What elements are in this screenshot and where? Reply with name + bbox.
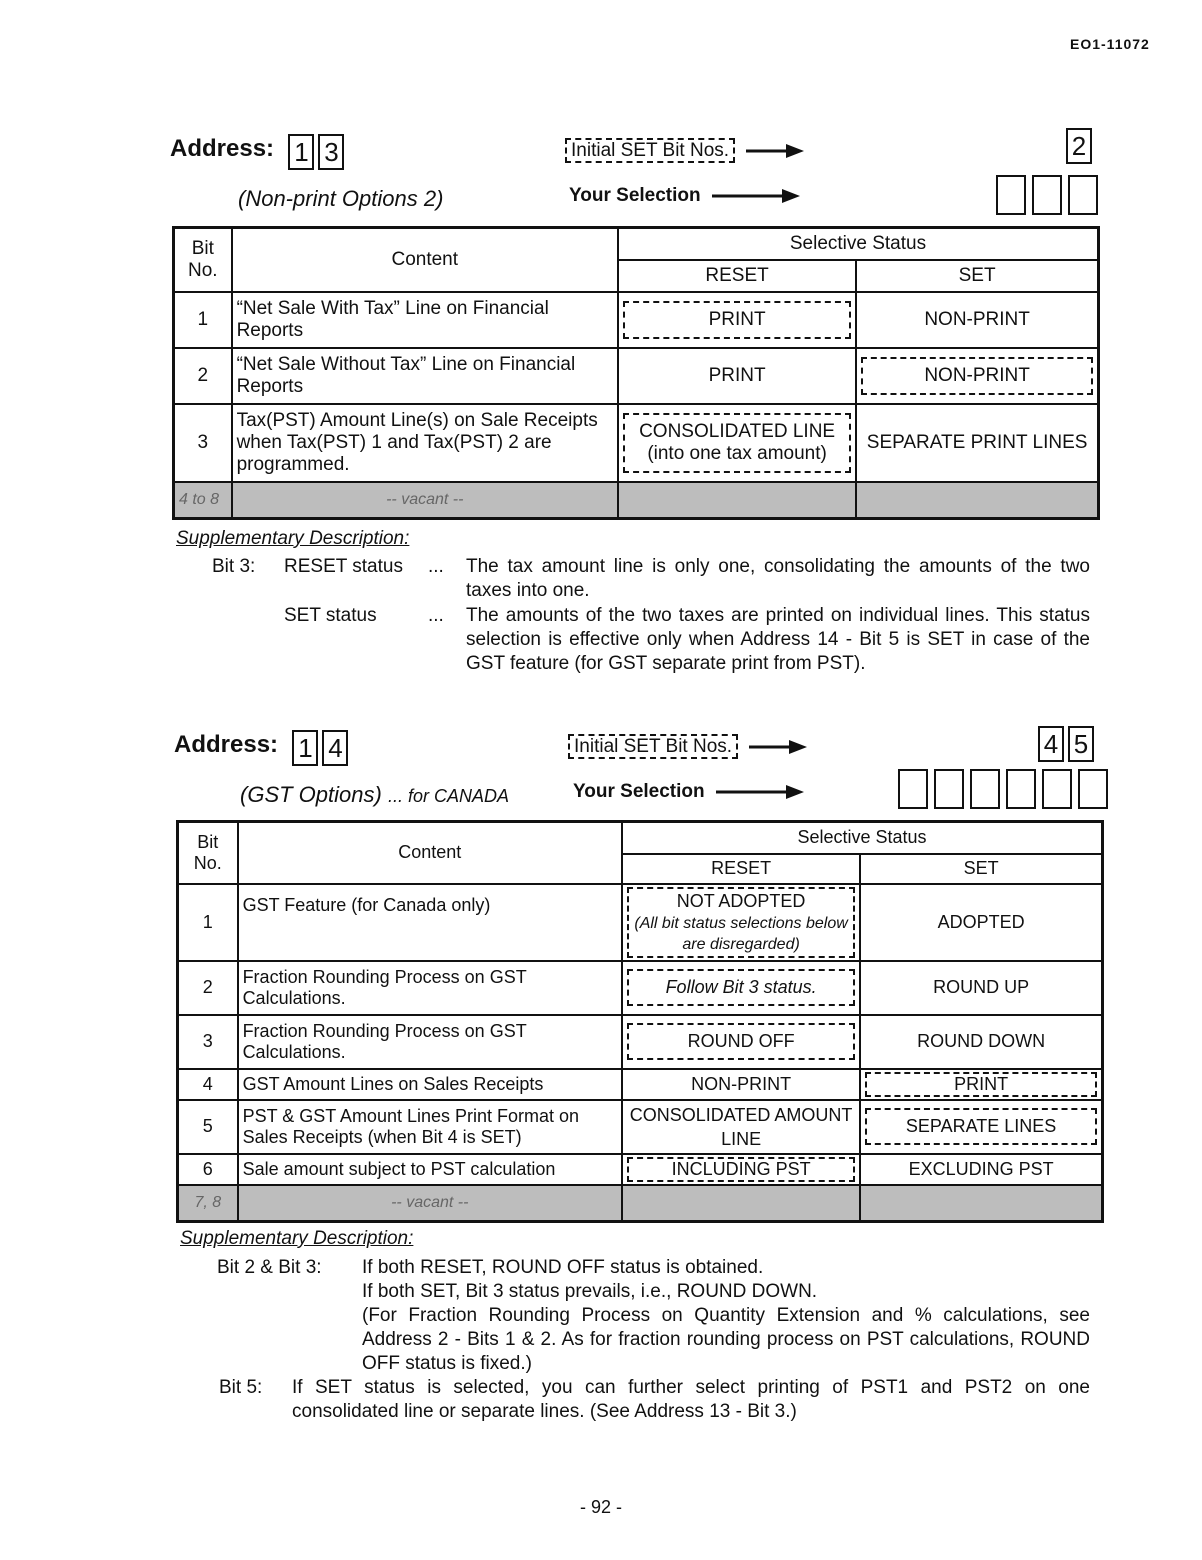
supplementary-title: Supplementary Description: (180, 1228, 414, 1249)
set-value-default: PRINT (865, 1072, 1097, 1097)
selection-box[interactable] (934, 769, 964, 809)
bit-number: 4 (178, 1069, 238, 1100)
your-selection-text: Your Selection (573, 781, 705, 802)
header-bit-no: Bit No. (174, 228, 232, 292)
supp-line: If both RESET, ROUND OFF status is obtained. (362, 1257, 764, 1278)
set-value: EXCLUDING PST (860, 1154, 1102, 1185)
initial-bit-box: 4 (1038, 726, 1064, 762)
bit-number: 2 (174, 348, 232, 404)
selection-box[interactable] (1078, 769, 1108, 809)
page-number: - 92 - (579, 1497, 622, 1517)
row-content: Sale amount subject to PST calculation (238, 1154, 622, 1185)
selection-boxes (898, 769, 1108, 809)
header-reset: RESET (622, 854, 860, 884)
your-selection-label (573, 781, 806, 803)
initial-bit-box: 2 (1066, 128, 1092, 164)
bit-number: 5 (178, 1100, 238, 1154)
address-label: Address: (174, 731, 279, 759)
vacant-label: -- vacant -- (238, 1185, 622, 1222)
table-row (178, 1100, 1103, 1154)
table-row (178, 1069, 1103, 1100)
row-content: GST Amount Lines on Sales Receipts (238, 1069, 622, 1100)
row-content: “Net Sale With Tax” Line on Financial Reports (232, 292, 618, 348)
document-id: EO1-11072 (1070, 36, 1150, 52)
reset-value-default (623, 413, 851, 473)
set-value-default: SEPARATE LINES (865, 1108, 1097, 1145)
reset-value-sub: (All bit status selections below are disregarded) (634, 914, 848, 953)
your-selection-label (569, 185, 802, 207)
address-13-subtitle: (Non-print Options 2) (238, 186, 444, 211)
row-content: Fraction Rounding Process on GST Calculations. (238, 961, 622, 1015)
bit-number: 2 (178, 961, 238, 1015)
arrow-right-icon (716, 784, 806, 800)
supp-ellipsis: ... (428, 605, 444, 626)
reset-value-sub: (into one tax amount) (647, 442, 827, 464)
reset-value-default: Follow Bit 3 status. (627, 969, 855, 1006)
reset-value: PRINT (618, 348, 856, 404)
reset-value: NON-PRINT (622, 1069, 860, 1100)
address-label: Address: (170, 135, 275, 163)
vacant-bits: 4 to 8 (174, 482, 232, 519)
row-content: “Net Sale Without Tax” Line on Financial Reports (232, 348, 618, 404)
address-13-table (172, 226, 1100, 520)
initial-set-label (568, 736, 809, 758)
bit-number: 1 (178, 884, 238, 961)
row-content: Fraction Rounding Process on GST Calculations. (238, 1015, 622, 1069)
reset-value-default (627, 887, 855, 958)
reset-value-main: CONSOLIDATED LINE (639, 420, 836, 442)
supp-reset-label: RESET status (284, 556, 403, 577)
arrow-right-icon (749, 739, 809, 755)
bit-number: 3 (174, 404, 232, 482)
table-row (178, 961, 1103, 1015)
address-digit: 4 (322, 730, 348, 766)
supp-ellipsis: ... (428, 556, 444, 577)
set-value: ADOPTED (860, 884, 1102, 961)
address-digit: 1 (288, 134, 314, 170)
supplementary-title: Supplementary Description: (176, 528, 410, 549)
row-content: PST & GST Amount Lines Print Format on Sales Receipts (when Bit 4 is SET) (238, 1100, 622, 1154)
reset-value-default: ROUND OFF (627, 1023, 855, 1060)
row-content: GST Feature (for Canada only) (238, 884, 622, 961)
supp-bit: Bit 2 & Bit 3: (217, 1257, 322, 1278)
vacant-bits: 7, 8 (178, 1185, 238, 1222)
header-set: SET (856, 260, 1098, 292)
set-value: ROUND UP (860, 961, 1102, 1015)
address-14-subtitle (240, 782, 509, 808)
table-row (174, 292, 1099, 348)
supplementary-description (0, 1256, 1202, 1426)
table-row (178, 884, 1103, 961)
selection-box[interactable] (898, 769, 928, 809)
address-digit: 1 (292, 730, 318, 766)
selection-box[interactable] (970, 769, 1000, 809)
subtitle-main: (GST Options) (240, 782, 382, 807)
arrow-right-icon (712, 188, 802, 204)
header-set: SET (860, 854, 1102, 884)
selection-box[interactable] (996, 175, 1026, 215)
header-selective-status: Selective Status (618, 228, 1099, 260)
your-selection-text: Your Selection (569, 185, 701, 206)
vacant-row (178, 1185, 1103, 1222)
selection-boxes (996, 175, 1098, 215)
initial-bit-box: 5 (1068, 726, 1094, 762)
header-content: Content (238, 822, 622, 884)
header-content: Content (232, 228, 618, 292)
selection-box[interactable] (1006, 769, 1036, 809)
arrow-right-icon (746, 143, 806, 159)
supp-bit5-text: If SET status is selected, you can further select printing of PST1 and PST2 on one consolidated line or separate lines. (See Address 13 - Bit 3.) (292, 1377, 1090, 1422)
reset-value-default: PRINT (623, 301, 851, 339)
subtitle-region: ... for CANADA (387, 786, 509, 806)
header-selective-status: Selective Status (622, 822, 1103, 854)
table-row (178, 1154, 1103, 1185)
address-14-header (174, 730, 352, 766)
vacant-row (174, 482, 1099, 519)
table-row (174, 348, 1099, 404)
table-row (178, 1015, 1103, 1069)
bit-number: 6 (178, 1154, 238, 1185)
set-value: ROUND DOWN (860, 1015, 1102, 1069)
address-13-header (170, 134, 348, 170)
selection-box[interactable] (1068, 175, 1098, 215)
reset-value: CONSOLIDATED AMOUNT LINE (622, 1100, 860, 1154)
vacant-label: -- vacant -- (232, 482, 618, 519)
table-row (174, 404, 1099, 482)
supp-set-text: The amounts of the two taxes are printed on individual lines. This status selection is effective only when Address 14 - Bit 5 is SET in case of the GST feature (for GST separate print from PST). (466, 605, 1090, 674)
set-value-default: NON-PRINT (861, 357, 1093, 395)
initial-set-text: Initial SET Bit Nos. (565, 138, 735, 163)
selection-box[interactable] (1032, 175, 1062, 215)
reset-value-main: NOT ADOPTED (676, 890, 806, 911)
initial-set-label (565, 140, 806, 162)
reset-value-default: INCLUDING PST (627, 1157, 855, 1182)
bit-number: 3 (178, 1015, 238, 1069)
supp-reset-text: The tax amount line is only one, consolidating the amounts of the two taxes into one. (466, 556, 1090, 601)
initial-set-bits (1038, 726, 1098, 762)
supp-bit: Bit 5: (219, 1377, 263, 1398)
set-value: NON-PRINT (856, 292, 1098, 348)
supp-line: If both SET, Bit 3 status prevails, i.e., ROUND DOWN. (362, 1281, 818, 1302)
initial-set-bits (1066, 128, 1096, 164)
supp-bit: Bit 3: (212, 556, 256, 577)
selection-box[interactable] (1042, 769, 1072, 809)
row-content: Tax(PST) Amount Line(s) on Sale Receipts when Tax(PST) 1 and Tax(PST) 2 are programmed. (232, 404, 618, 482)
header-reset: RESET (618, 260, 856, 292)
address-14-table (176, 820, 1104, 1223)
supplementary-description (0, 555, 1202, 675)
initial-set-text: Initial SET Bit Nos. (568, 734, 738, 759)
set-value: SEPARATE PRINT LINES (856, 404, 1098, 482)
supp-set-label: SET status (284, 605, 377, 626)
supp-line: (For Fraction Rounding Process on Quantity Extension and % calculations, see Address 2 - Bits 1 & 2. As for fraction rounding process on PST calculations, ROUND OFF status is fixed.) (362, 1305, 1090, 1374)
bit-number: 1 (174, 292, 232, 348)
address-digit: 3 (318, 134, 344, 170)
header-bit-no: Bit No. (178, 822, 238, 884)
